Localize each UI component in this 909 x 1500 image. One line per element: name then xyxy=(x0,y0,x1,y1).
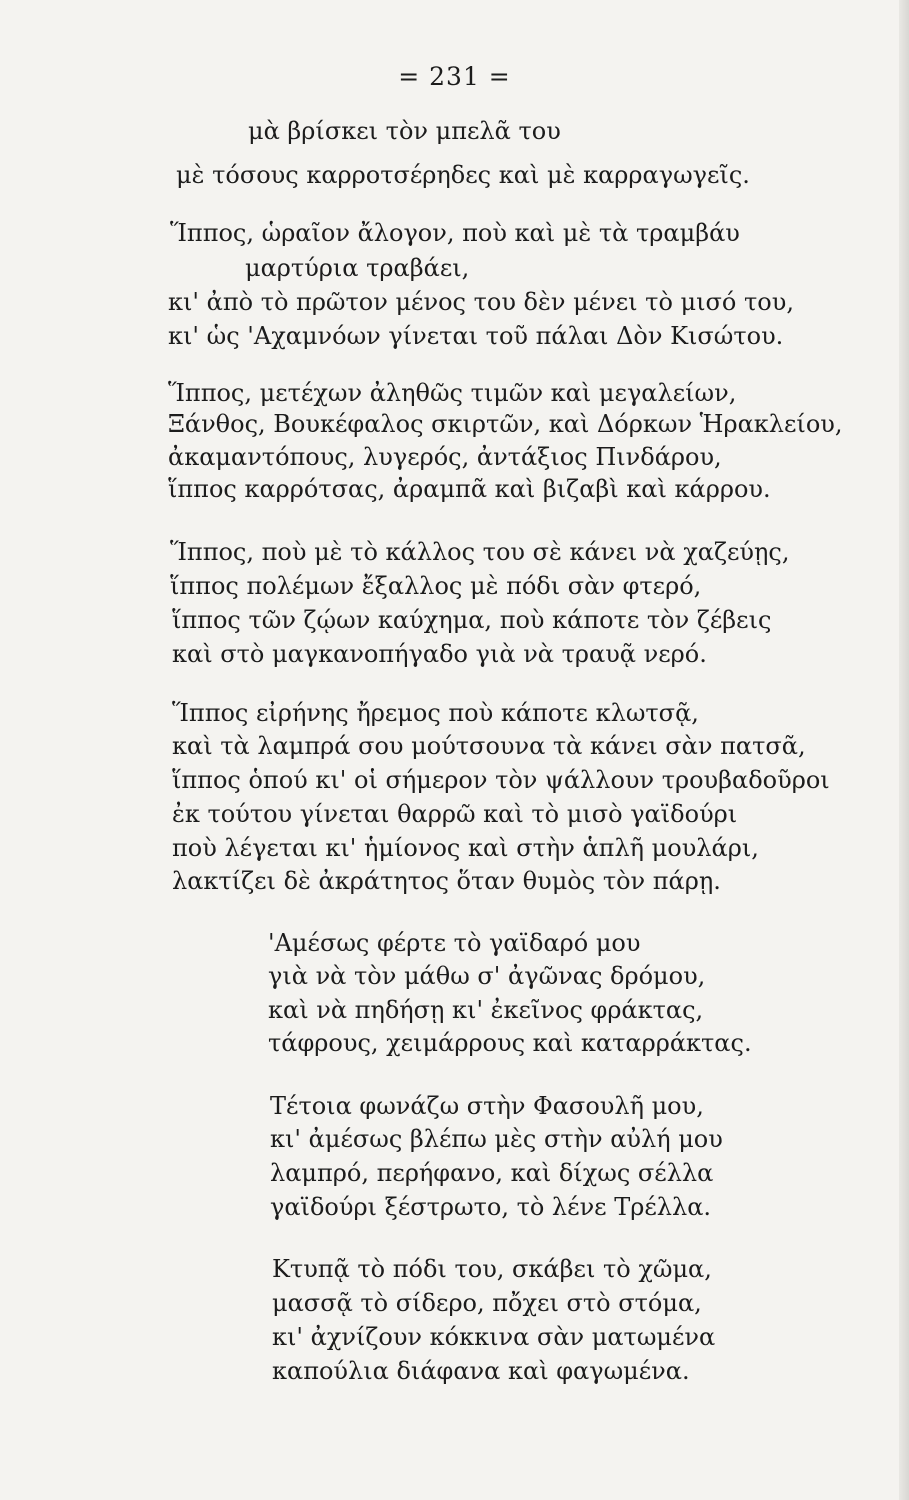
poem-line: λαμπρό, περήφανο, καὶ δίχως σέλλα xyxy=(270,1159,714,1187)
poem-line: Ἵππος, ὡραῖον ἄλογον, ποὺ καὶ μὲ τὰ τραμβάυ xyxy=(170,219,740,247)
poem-line: κι' ὡς 'Αχαμνόων γίνεται τοῦ πάλαι Δὸν Κισώτου. xyxy=(168,322,784,350)
poem-line: καὶ στὸ μαγκανοπήγαδο γιὰ νὰ τραυᾷ νερό. xyxy=(172,640,707,668)
poem-line: ἵππος πολέμων ἔξαλλος μὲ πόδι σὰν φτερό, xyxy=(170,572,702,600)
poem-line: ἵππος ὁπού κι' οἱ σήμερον τὸν ψάλλουν τρουβαδοῦροι xyxy=(172,766,830,794)
poem-line: καὶ νὰ πηδήσῃ κι' ἐκεῖνος φράκτας, xyxy=(268,996,704,1024)
poem-line: κι' ἀχνίζουν κόκκινα σὰν ματωμένα xyxy=(272,1323,716,1351)
poem-line: Κτυπᾷ τὸ πόδι του, σκάβει τὸ χῶμα, xyxy=(272,1255,712,1283)
page-number: = 231 = xyxy=(398,62,511,91)
poem-line: ἐκ τούτου γίνεται θαρρῶ καὶ τὸ μισὸ γαϊδούρι xyxy=(172,800,738,828)
poem-line: Ἵππος, μετέχων ἀληθῶς τιμῶν καὶ μεγαλείων, xyxy=(168,379,737,407)
poem-line: καὶ τὰ λαμπρά σου μούτσουνα τὰ κάνει σὰν πατσᾶ, xyxy=(172,732,806,760)
poem-line: ἀκαμαντόπους, λυγερός, ἀντάξιος Πινδάρου, xyxy=(168,443,722,471)
poem-line: κι' ἀπὸ τὸ πρῶτον μένος του δὲν μένει τὸ μισό του, xyxy=(168,288,794,316)
poem-line: ποὺ λέγεται κι' ἡμίονος καὶ στὴν ἁπλῆ μουλάρι, xyxy=(172,834,759,862)
poem-line: λακτίζει δὲ ἀκράτητος ὅταν θυμὸς τὸν πάρῃ. xyxy=(172,867,721,895)
poem-line: τάφρους, χειμάρρους καὶ καταρράκτας. xyxy=(268,1029,752,1057)
poem-line: μαρτύρια τραβάει, xyxy=(245,254,470,282)
poem-line: ἵππος τῶν ζῴων καύχημα, ποὺ κάποτε τὸν ζέβεις xyxy=(172,606,772,634)
poem-line: γαϊδούρι ξέστρωτο, τὸ λένε Τρέλλα. xyxy=(270,1193,712,1221)
poem-line: κι' ἀμέσως βλέπω μὲς στὴν αὐλή μου xyxy=(270,1125,723,1153)
poem-line: ἵππος καρρότσας, ἀραμπᾶ καὶ βιζαβὶ καὶ κάρρου. xyxy=(168,475,771,503)
poem-line: 'Αμέσως φέρτε τὸ γαϊδαρό μου xyxy=(268,929,641,957)
poem-line: μὰ βρίσκει τὸν μπελᾶ του xyxy=(248,117,561,145)
poem-line: Τέτοια φωνάζω στὴν Φασουλῆ μου, xyxy=(270,1092,704,1120)
poem-line: Ξάνθος, Βουκέφαλος σκιρτῶν, καὶ Δόρκων Ἡρακλείου, xyxy=(168,410,843,438)
poem-line: Ἵππος εἰρήνης ἤρεμος ποὺ κάποτε κλωτσᾷ, xyxy=(172,699,699,727)
poem-line: μὲ τόσους καρροτσέρηδες καὶ μὲ καρραγωγεῖς. xyxy=(176,161,750,189)
poem-line: καπούλια διάφανα καὶ φαγωμένα. xyxy=(272,1357,690,1385)
poem-line: Ἵππος, ποὺ μὲ τὸ κάλλος του σὲ κάνει νὰ χαζεύῃς, xyxy=(170,538,790,566)
poem-line: γιὰ νὰ τὸν μάθω σ' ἀγῶνας δρόμου, xyxy=(268,962,706,990)
page-edge-shadow xyxy=(899,0,909,1500)
poem-line: μασσᾷ τὸ σίδερο, πὄχει στὸ στόμα, xyxy=(272,1289,702,1317)
